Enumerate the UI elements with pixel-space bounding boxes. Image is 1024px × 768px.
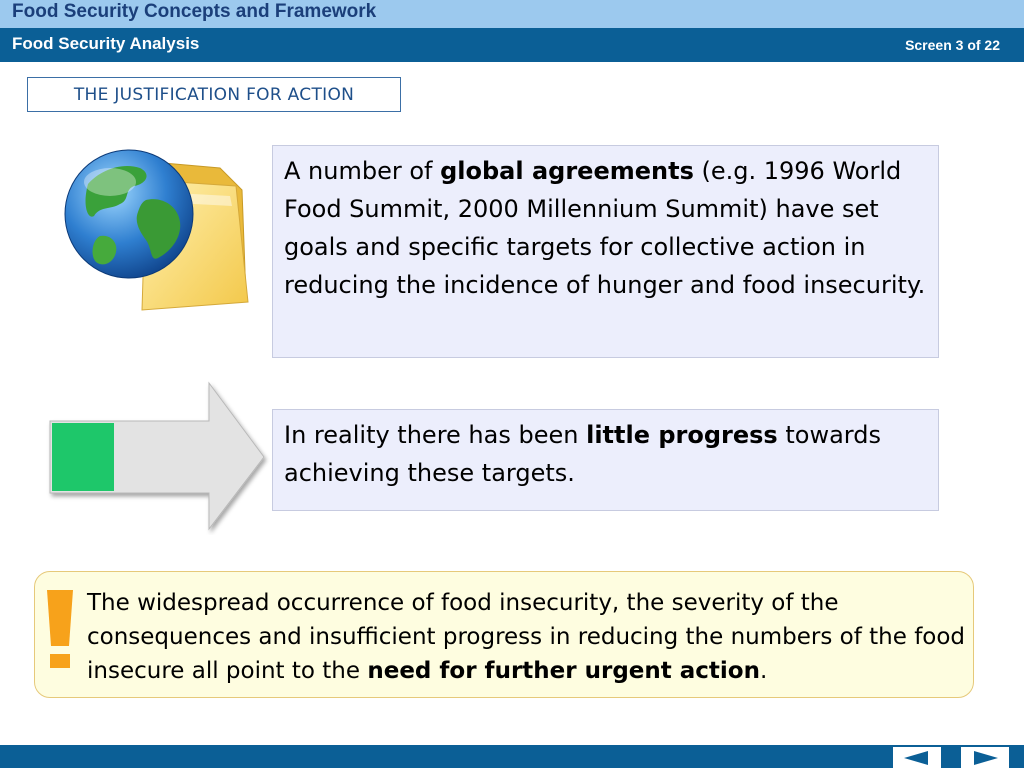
progress-fill <box>52 423 114 491</box>
navigation-bar <box>0 745 1024 768</box>
note-bold-term: need for further urgent action <box>367 658 760 684</box>
section-label: THE JUSTIFICATION FOR ACTION <box>27 77 401 112</box>
course-title: Food Security Concepts and Framework <box>12 1 377 22</box>
panel2-text-end: towards achieving these targets. <box>284 421 881 487</box>
note-text-start: The widespread occurrence of food insecurity, the severity of the consequences and insufficient progress in reducing the numbers of the food insecure all point to the <box>87 590 966 684</box>
exclamation-icon <box>45 588 75 672</box>
panel2-bold-term: little progress <box>586 421 778 449</box>
panel1-bold-term: global agreements <box>440 157 694 185</box>
next-screen-button[interactable] <box>961 747 1009 768</box>
left-triangle-icon <box>902 750 932 766</box>
right-triangle-icon <box>970 750 1000 766</box>
panel1-text-end: (e.g. 1996 World Food Summit, 2000 Millennium Summit) have set goals and specific targets for collective action in reducing the incidence of hunger and food insecurity. <box>284 157 926 299</box>
global-agreements-panel <box>272 145 939 358</box>
urgent-action-note <box>34 571 974 698</box>
panel1-text-start: A number of <box>284 157 441 185</box>
course-header-bar <box>0 0 1024 28</box>
progress-arrow-icon <box>44 380 274 535</box>
module-title: Food Security Analysis <box>12 34 200 53</box>
little-progress-panel <box>272 409 939 511</box>
note-text-end: . <box>759 658 768 684</box>
previous-screen-button[interactable] <box>893 747 941 768</box>
globe-folder-icon <box>60 140 260 320</box>
screen-counter: Screen 3 of 22 <box>905 37 1000 53</box>
module-header-bar <box>0 28 1024 62</box>
panel2-text-start: In reality there has been <box>284 421 587 449</box>
note-text <box>87 586 967 688</box>
